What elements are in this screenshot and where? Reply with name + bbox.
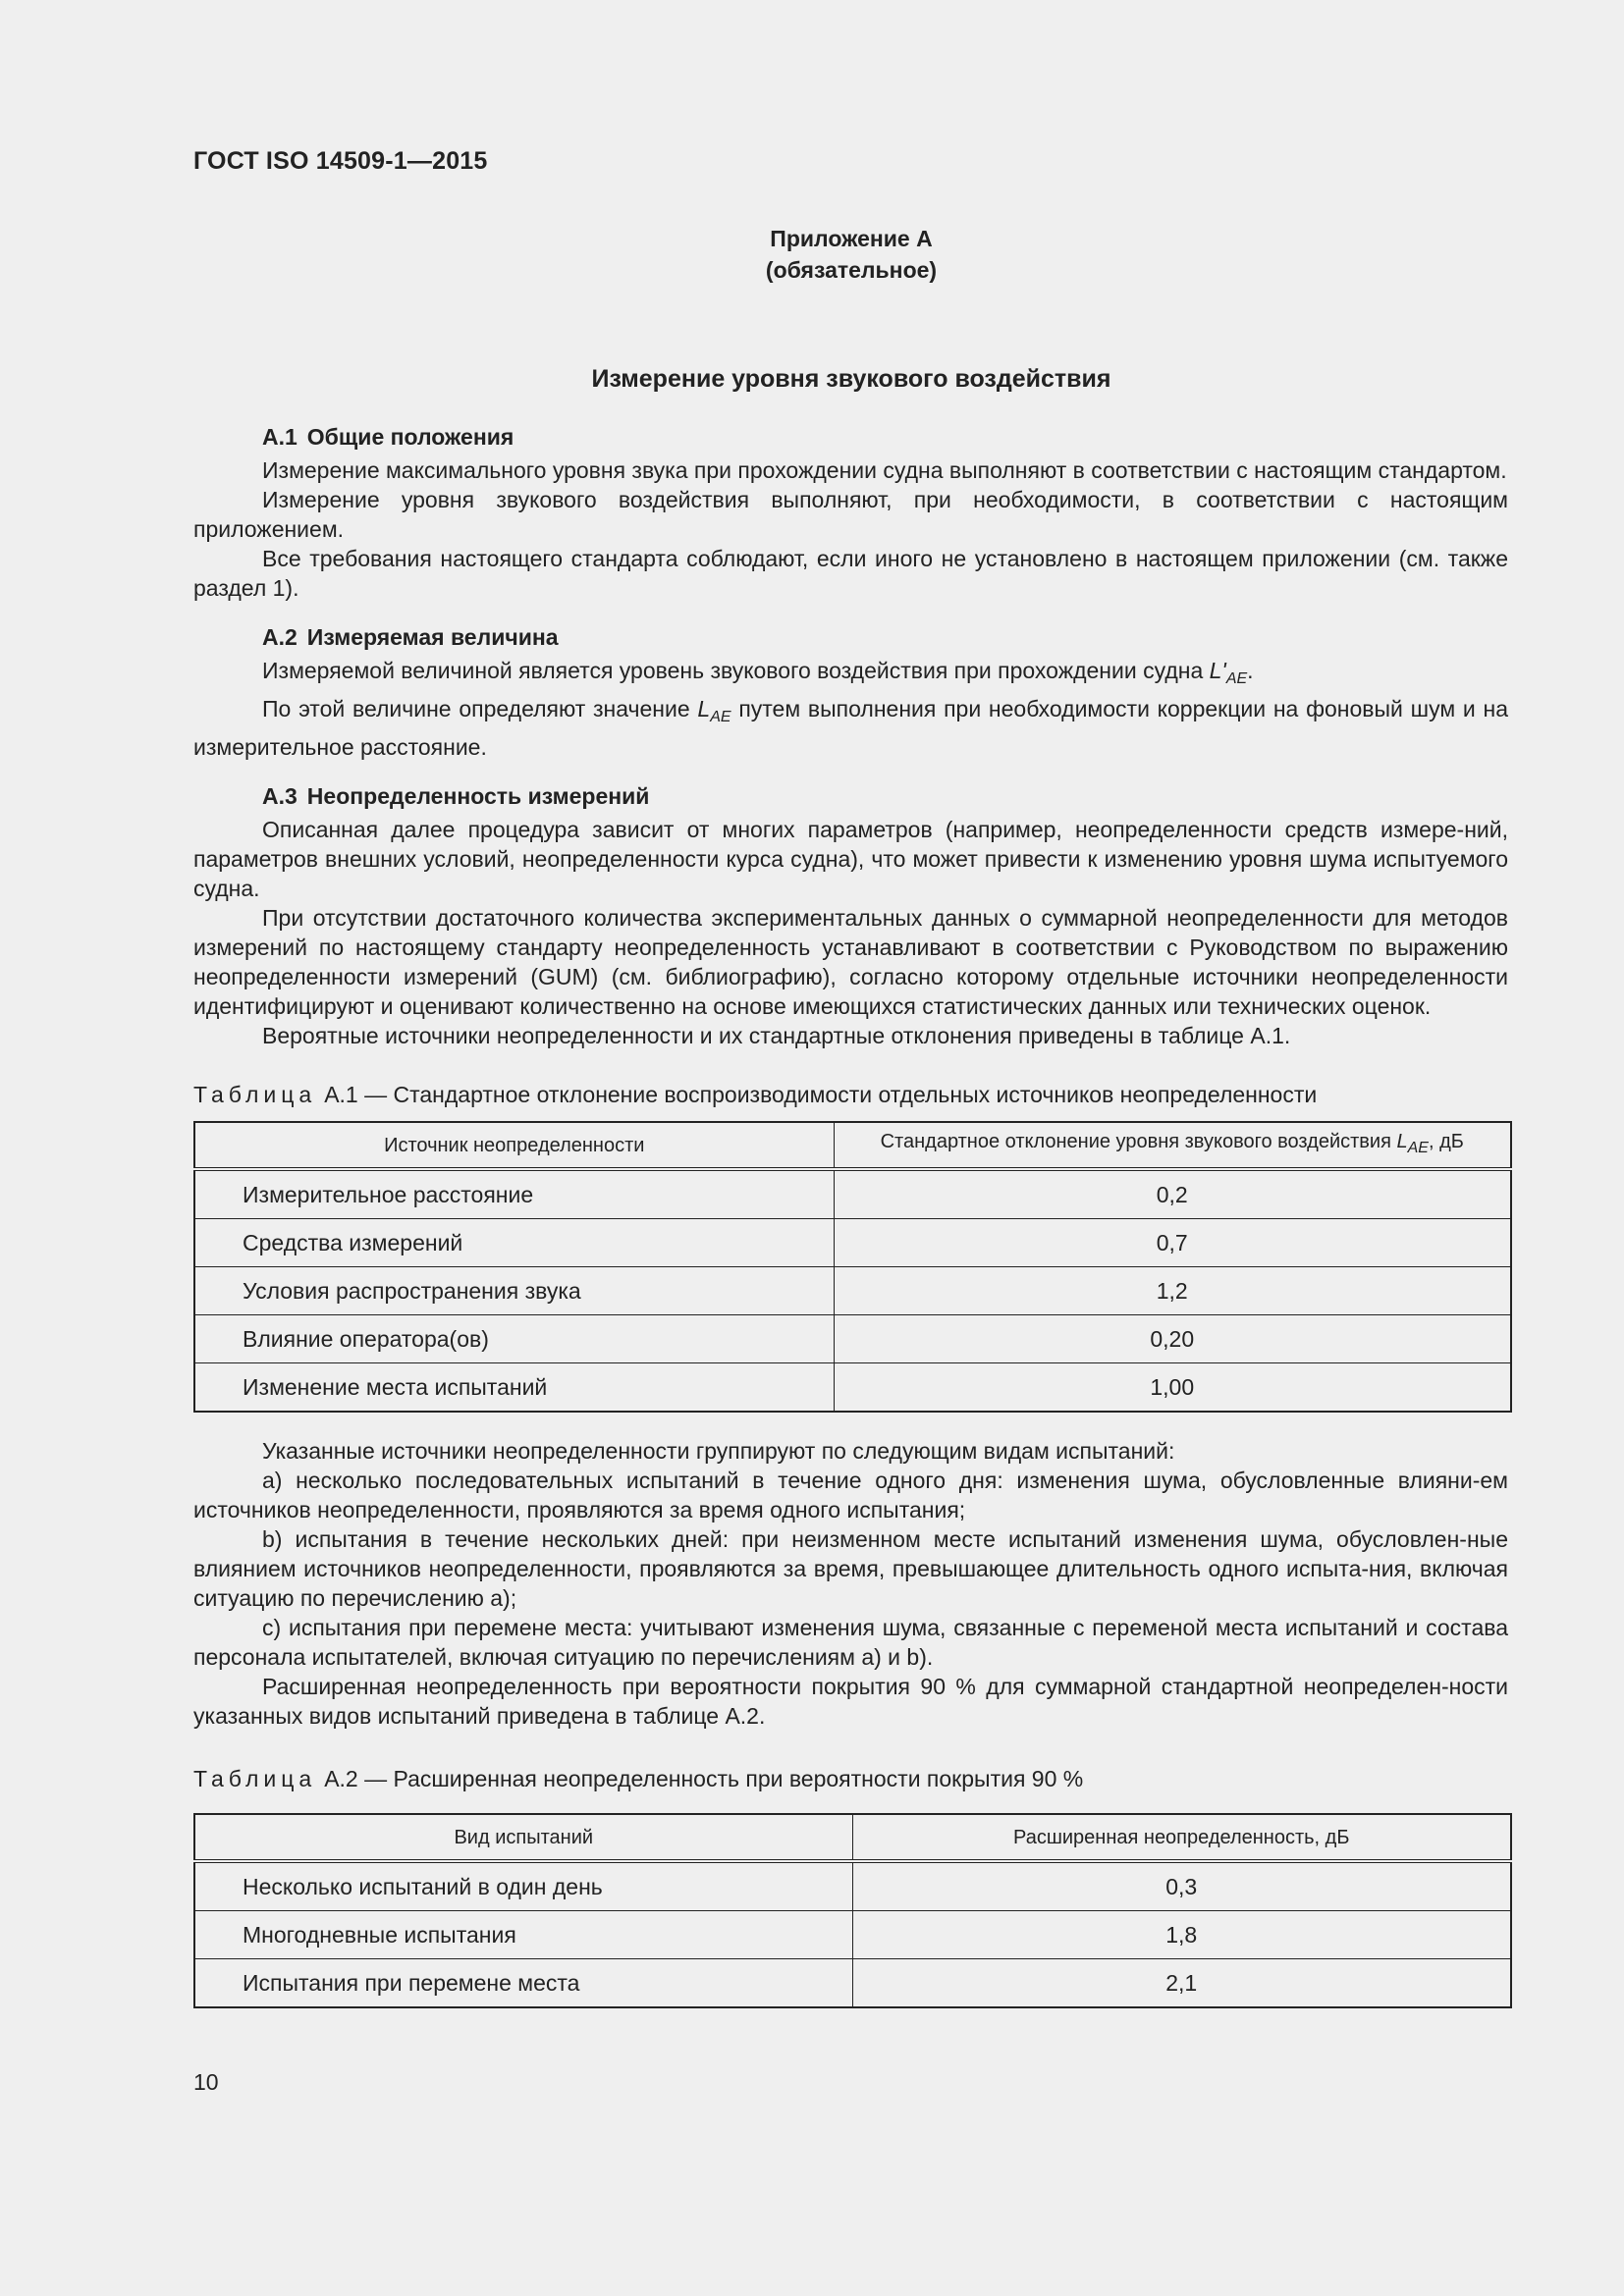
cell-value: 0,7: [834, 1219, 1511, 1267]
paragraph: Измеряемой величиной является уровень звукового воздействия при прохождении судна $L'_{AE}$.: [262, 658, 1254, 687]
symbol-lae-prime: [1209, 658, 1248, 687]
section-heading-a2: [193, 622, 1508, 652]
cell-value: 0,3: [852, 1861, 1511, 1911]
section-number: А.2: [262, 624, 298, 650]
table-row: [194, 1911, 1511, 1959]
symbol-letter: L': [1209, 658, 1226, 683]
table-a1: [193, 1121, 1512, 1413]
list-item-c: c) испытания при перемене места: учитывают изменения шума, связанные с переменой места испытаний и состава персонала испытателей, включая ситуацию по перечислениям а) и b).: [193, 1615, 1508, 1670]
cell-source: Условия распространения звука: [194, 1267, 834, 1315]
cell-value: 1,00: [834, 1363, 1511, 1413]
table-row: [194, 1959, 1511, 2008]
cell-source: Изменение места испытаний: [194, 1363, 834, 1413]
section-title: Неопределенность измерений: [306, 783, 650, 809]
paragraph: Расширенная неопределенность при вероятности покрытия 90 % для суммарной стандартной неопределен-ности указанных видов испытаний приведена в таблице А.2.: [193, 1674, 1508, 1729]
table-a1-caption: [193, 1080, 1508, 1109]
section-a3: [193, 781, 1508, 1050]
caption-text: А.1 — Стандартное отклонение воспроизводимости отдельных источников неопределенности: [324, 1082, 1318, 1107]
symbol-subscript: AE: [1225, 670, 1248, 687]
paragraph: [193, 694, 1508, 762]
paragraph: Все требования настоящего стандарта соблюдают, если иного не установлено в настоящем приложении (см. также раздел 1).: [193, 546, 1508, 601]
annex-main-title: Измерение уровня звукового воздействия: [591, 365, 1111, 393]
column-header-std-dev: [834, 1122, 1511, 1169]
section-number: А.1: [262, 424, 298, 450]
grouping-section: [193, 1436, 1508, 1731]
column-header-expanded-uncertainty: Расширенная неопределенность, дБ: [852, 1814, 1511, 1861]
paragraph-text: По этой величине определяют значение: [262, 696, 690, 721]
symbol-subscript: AE: [1407, 1140, 1429, 1156]
paragraph: Описанная далее процедура зависит от многих параметров (например, неопределенности средств измере-ний, параметров внешних условий, неопределенности курса судна), что может привести к изменению уровня шума испытуемого судна.: [193, 817, 1508, 901]
table-row: [194, 1267, 1511, 1315]
table-a2-caption: [193, 1764, 1508, 1793]
paragraph: Измерение уровня звукового воздействия выполняют, при необходимости, в соответствии с настоящим приложением.: [193, 487, 1508, 542]
cell-source: Измерительное расстояние: [194, 1169, 834, 1219]
table-row: [194, 1861, 1511, 1911]
section-a1: [193, 422, 1508, 603]
caption-text: А.2 — Расширенная неопределенность при вероятности покрытия 90 %: [324, 1766, 1084, 1791]
annex-status: (обязательное): [765, 257, 938, 283]
paragraph: Измерение максимального уровня звука при прохождении судна выполняют в соответствии с настоящим стандартом.: [262, 457, 1507, 483]
cell-test-type: Несколько испытаний в один день: [194, 1861, 852, 1911]
cell-value: 0,2: [834, 1169, 1511, 1219]
section-heading-a1: [193, 422, 1508, 452]
symbol-subscript: AE: [710, 709, 731, 725]
cell-value: 1,2: [834, 1267, 1511, 1315]
cell-value: 0,20: [834, 1315, 1511, 1363]
annex-title: Приложение А: [770, 226, 933, 251]
symbol-lae: [697, 696, 731, 725]
table-row: [194, 1315, 1511, 1363]
section-a2: [193, 622, 1508, 762]
header-text: Стандартное отклонение уровня звукового воздействия: [880, 1131, 1391, 1152]
symbol-lae: [1396, 1131, 1429, 1156]
paragraph: Вероятные источники неопределенности и их стандартные отклонения приведены в таблице А.1.: [262, 1023, 1291, 1048]
column-header-source: Источник неопределенности: [194, 1122, 834, 1169]
section-title: Измеряемая величина: [306, 624, 559, 650]
table-row: [194, 1363, 1511, 1413]
paragraph-text: путем выполнения при необходимости коррекции на фоновый шум и на измерительное расстояние.: [193, 696, 1509, 760]
table-a2: [193, 1813, 1512, 2008]
table-header-row: [194, 1814, 1511, 1861]
cell-value: 1,8: [852, 1911, 1511, 1959]
cell-test-type: Многодневные испытания: [194, 1911, 852, 1959]
cell-source: Средства измерений: [194, 1219, 834, 1267]
cell-source: Влияние оператора(ов): [194, 1315, 834, 1363]
table-row: [194, 1219, 1511, 1267]
table-row: [194, 1169, 1511, 1219]
list-item-a: a) несколько последовательных испытаний в течение одного дня: изменения шума, обусловленные влияни-ем источников неопределенности, проявляются за время одного испытания;: [193, 1468, 1508, 1522]
table-header-row: [194, 1122, 1511, 1169]
cell-value: 2,1: [852, 1959, 1511, 2008]
section-heading-a3: [193, 781, 1508, 811]
paragraph: При отсутствии достаточного количества экспериментальных данных о суммарной неопределенности для методов измерений по настоящему стандарту неопределенность устанавливают в соответствии с Руководством по выражению неопределенности измерений (GUM) (см. библиографию), согласно которому отдельные источники неопределенности идентифицируют и оценивают количественно на основе имеющихся статистических данных или технических оценок.: [193, 905, 1508, 1019]
list-item-b: b) испытания в течение нескольких дней: при неизменном месте испытаний изменения шума, обусловлен-ные влиянием источников неопределенности, проявляются за время, превышающее длительность одного испыта-ния, включая ситуацию по перечислению а);: [193, 1526, 1508, 1611]
paragraph: Указанные источники неопределенности группируют по следующим видам испытаний:: [262, 1438, 1175, 1464]
document-code: ГОСТ ISO 14509-1—2015: [193, 147, 488, 175]
page-number: 10: [193, 2069, 219, 2095]
column-header-test-type: Вид испытаний: [194, 1814, 852, 1861]
caption-prefix: Таблица: [193, 1082, 317, 1107]
cell-test-type: Испытания при перемене места: [194, 1959, 852, 2008]
section-title: Общие положения: [306, 424, 514, 450]
symbol-letter: L: [697, 696, 711, 721]
section-number: А.3: [262, 783, 298, 809]
caption-prefix: Таблица: [193, 1766, 317, 1791]
symbol-letter: L: [1396, 1131, 1408, 1152]
document-body: [193, 422, 1508, 2008]
header-unit: , дБ: [1428, 1131, 1464, 1152]
paragraph-text: Измеряемой величиной является уровень звукового воздействия при прохождении судна: [262, 658, 1204, 683]
